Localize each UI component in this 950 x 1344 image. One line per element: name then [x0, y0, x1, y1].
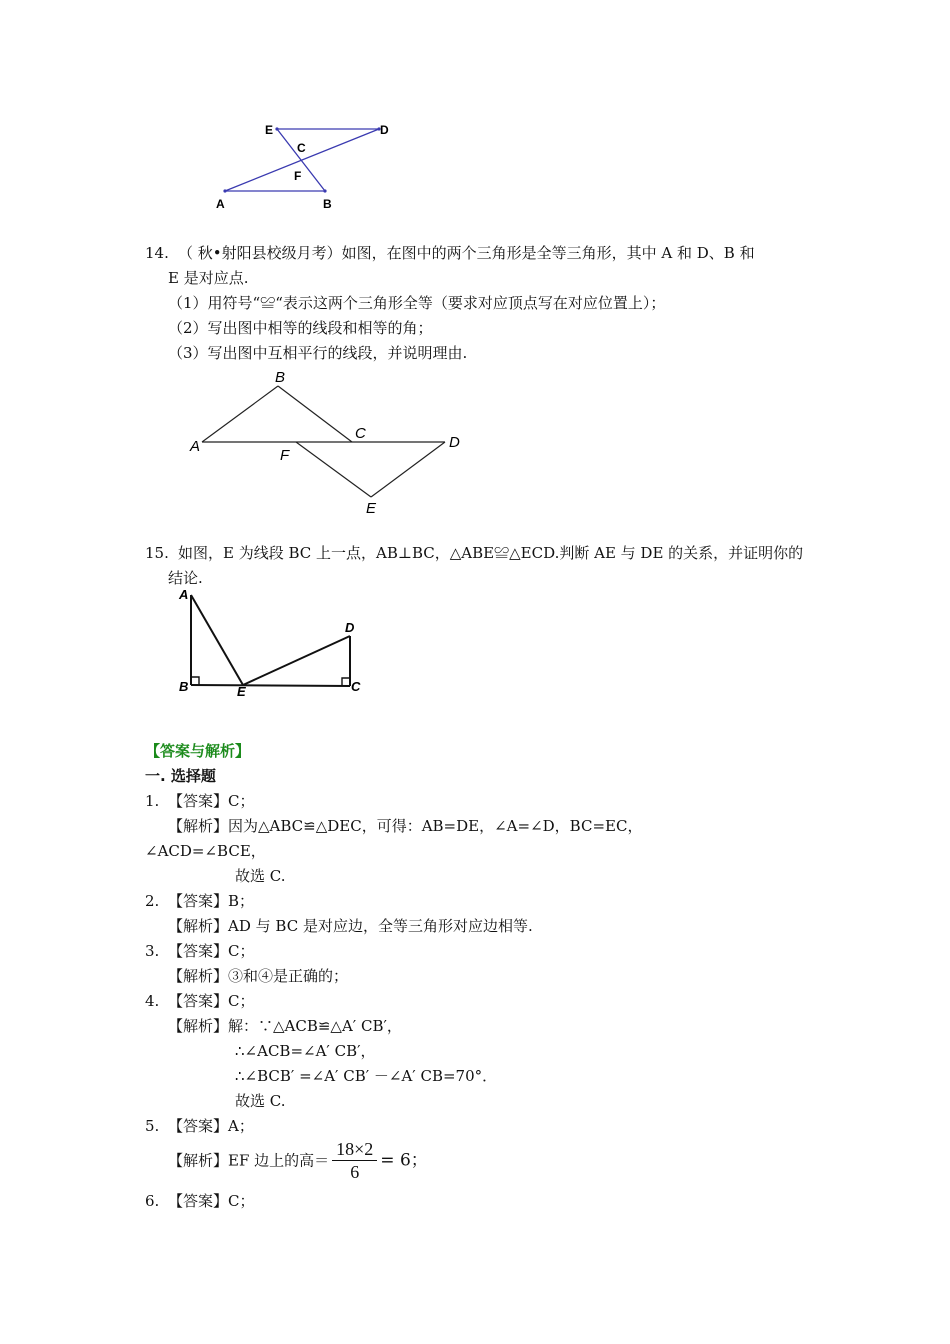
label-D: D — [380, 123, 389, 137]
q14-line2: E 是对应点. — [168, 269, 249, 287]
label-A: A — [190, 438, 201, 455]
answer-3: 【答案】C； — [168, 942, 255, 960]
analysis-1: 【解析】因为△ABC≌△DEC，可得：AB=DE，∠A=∠D，BC=EC， — [168, 817, 643, 835]
q14-number: 14. — [145, 244, 169, 262]
label-E: E — [366, 500, 377, 517]
analysis-5-fraction — [332, 1138, 377, 1183]
label-B: B — [275, 369, 286, 386]
answer-5: 【答案】A； — [168, 1117, 254, 1135]
answers-heading: 【答案与解析】 — [145, 742, 251, 760]
analysis-4: 【解析】解：∵△ACB≌△A′ CB′， — [168, 1017, 402, 1035]
label-C: C — [297, 141, 306, 155]
answer-3-number: 3. — [145, 942, 160, 960]
answer-4-number: 4. — [145, 992, 160, 1010]
label-A: A — [179, 587, 189, 602]
answer-5-number: 5. — [145, 1117, 160, 1135]
label-C: C — [351, 679, 361, 694]
label-B: B — [323, 197, 332, 211]
answer-4: 【答案】C； — [168, 992, 255, 1010]
answer-6: 【答案】C； — [168, 1192, 255, 1210]
analysis-1-cont2: 故选 C. — [235, 867, 286, 885]
q15-line1: 如图，E 为线段 BC 上一点，AB⊥BC，△ABE≌△ECD.判断 AE 与 DE 的关系，并证明你的 — [178, 544, 804, 562]
analysis-5-prefix: 【解析】EF 边上的高＝ — [168, 1151, 330, 1170]
q15-line2: 结论. — [168, 569, 203, 587]
analysis-3: 【解析】③和④是正确的； — [168, 967, 349, 985]
figure-q14 — [180, 365, 480, 520]
q14-part1: （1）用符号“≌“表示这两个三角形全等（要求对应顶点写在对应位置上）； — [168, 294, 666, 312]
fraction-denominator: 6 — [350, 1162, 360, 1182]
q15-number: 15. — [145, 544, 169, 562]
analysis-5-suffix: = 6； — [380, 1150, 428, 1171]
label-D: D — [345, 620, 355, 635]
label-A: A — [216, 197, 225, 211]
q14-part2: （2）写出图中相等的线段和相等的角； — [168, 319, 433, 337]
answer-1-number: 1. — [145, 792, 160, 810]
answer-1: 【答案】C； — [168, 792, 255, 810]
label-F: F — [280, 447, 290, 464]
answer-6-number: 6. — [145, 1192, 160, 1210]
answer-2: 【答案】B； — [168, 892, 255, 910]
q14-part3: （3）写出图中互相平行的线段，并说明理由. — [168, 344, 468, 362]
label-C: C — [355, 425, 366, 442]
label-D: D — [449, 434, 460, 451]
section-heading: 一. 选择题 — [145, 767, 216, 785]
analysis-4-cont: ∴∠ACB=∠A′ CB′， — [235, 1042, 376, 1060]
label-E: E — [265, 123, 274, 137]
analysis-5 — [168, 1138, 428, 1183]
analysis-2: 【解析】AD 与 BC 是对应边，全等三角形对应边相等. — [168, 917, 533, 935]
analysis-1-cont: ∠ACD=∠BCE， — [145, 842, 266, 860]
fraction-numerator: 18×2 — [332, 1138, 377, 1161]
analysis-4-cont3: 故选 C. — [235, 1092, 286, 1110]
figure-q13 — [205, 115, 405, 215]
figure-q15 — [170, 583, 380, 698]
q14-line1: （ 秋•射阳县校级月考）如图，在图中的两个三角形是全等三角形，其中 A 和 D、B 和 — [178, 244, 755, 262]
answer-2-number: 2. — [145, 892, 160, 910]
label-F: F — [294, 169, 302, 183]
label-E: E — [237, 684, 246, 698]
label-B: B — [179, 679, 189, 694]
analysis-4-cont2: ∴∠BCB′ =∠A′ CB′ －∠A′ CB=70°． — [235, 1067, 498, 1085]
